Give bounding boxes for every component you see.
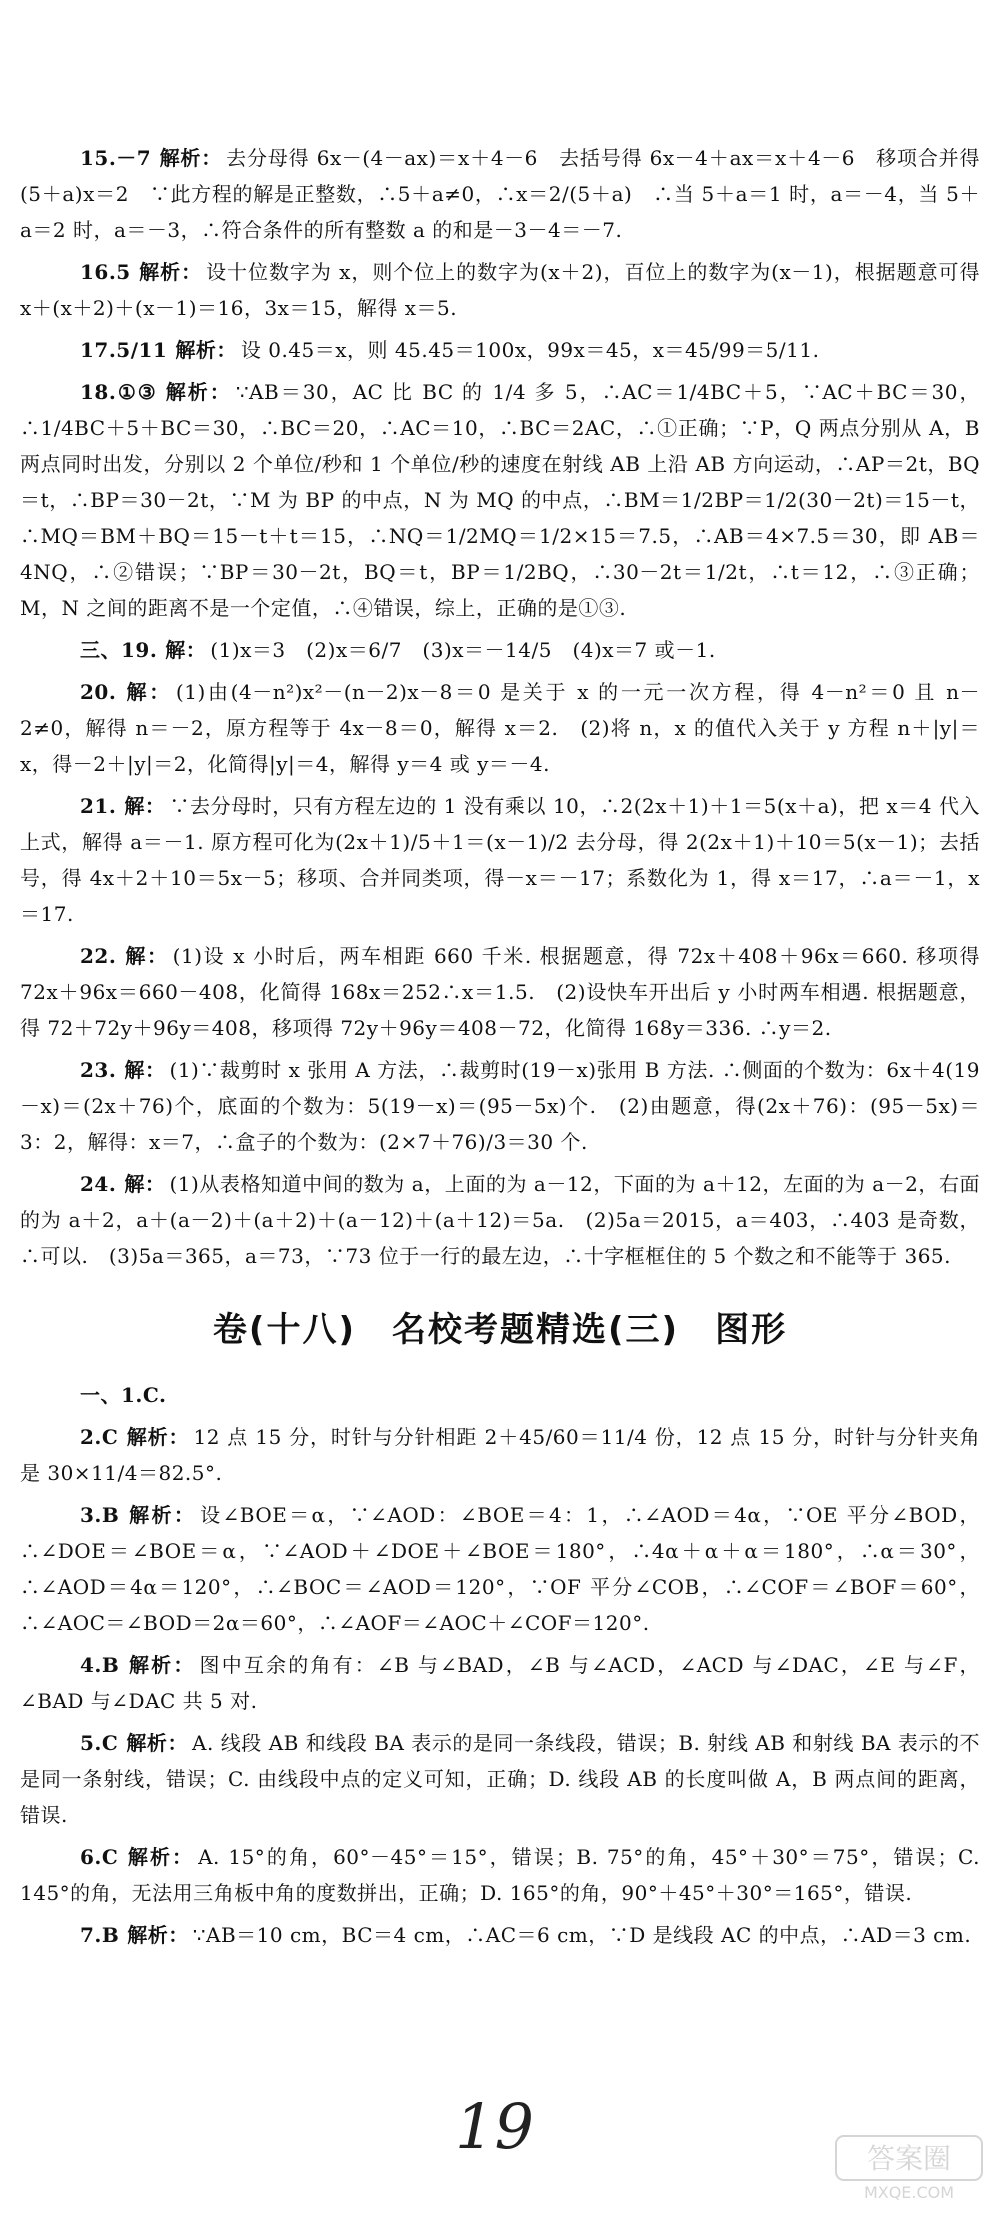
explanation-text: ∵去分母时，只有方程左边的 1 没有乘以 10，∴2(2x＋1)＋1＝5(x＋a)，把 x＝4 代入上式，解得 a＝－1. 原方程可化为(2x＋1)/5＋1＝(x－1)/2 去分母，得 2(2x＋1)＋10＝5(x－1)；去括号，得 4x＋2＋10＝5x－5；移项、合并同类项，得－x＝－17；系数化为 1，得 x＝17，∴a＝－1，x＝17.	[20, 794, 981, 926]
explanation-label: 解：	[124, 944, 169, 968]
answer-item	[20, 1052, 980, 1160]
watermark-text: 答案圈	[866, 2142, 952, 2175]
explanation-text: 12 点 15 分，时针与分针相距 2＋45/60＝11/4 份，12 点 15 分，时针与分针夹角是 30×11/4＝82.5°.	[20, 1425, 980, 1485]
answers-section-18	[20, 1377, 980, 1953]
answer-item	[20, 1917, 980, 1953]
answer-value: 5	[116, 260, 131, 284]
question-number: 一、1.	[80, 1383, 143, 1407]
answers-section-17	[20, 140, 980, 1274]
answer-item	[20, 632, 980, 668]
explanation-text: A. 15°的角，60°－45°＝15°，错误；B. 75°的角，45°＋30°＝75°，错误；C. 145°的角，无法用三角板中角的度数拼出，正确；D. 165°的角，90°＋45°＋30°＝165°，错误.	[20, 1845, 980, 1905]
explanation-label: 解析：	[138, 260, 203, 284]
question-number: 2.	[80, 1425, 102, 1449]
answer-item	[20, 332, 980, 368]
explanation-label: 解析：	[175, 338, 237, 362]
explanation-text: ∵AB＝30，AC 比 BC 的 1/4 多 5，∴AC＝1/4BC＋5，∵AC＋BC＝30，∴1/4BC＋5＋BC＝30，∴BC＝20，∴AC＝10，∴BC＝2AC，∴①正确；∵P，Q 两点分别从 A，B 两点同时出发，分别以 2 个单位/秒和 1 个单位/秒的速度在射线 AB 上沿 AB 方向运动，∴AP＝2t，BQ＝t，∴BP＝30－2t，∵M 为 BP 的中点，N 为 MQ 的中点，∴BM＝1/2BP＝1/2(30－2t)＝15－t，∴MQ＝BM＋BQ＝15－t＋t＝15，∴NQ＝1/2MQ＝1/2×15＝7.5，∴AB＝4×7.5＝30，即 AB＝4NQ，∴②错误；∵BP＝30－2t，BQ＝t，BP＝1/2BQ，∴30－2t＝1/2t，∴t＝12，∴③正确；M，N 之间的距离不是一个定值，∴④错误，综上，正确的是①③.	[20, 380, 981, 620]
explanation-text: 图中互余的角有：∠B 与∠BAD，∠B 与∠ACD，∠ACD 与∠DAC，∠E 与∠F，∠BAD 与∠DAC 共 5 对.	[20, 1653, 980, 1713]
handwritten-page-number: 19	[455, 2090, 534, 2163]
answer-value: B	[101, 1503, 120, 1527]
answer-item	[20, 788, 980, 932]
section-title: 卷(十八) 名校考题精选(三) 图形	[212, 1310, 788, 1350]
question-number: 21.	[80, 794, 117, 818]
explanation-label: 解析：	[165, 380, 232, 404]
watermark-icon	[834, 2134, 984, 2204]
question-number: 7.	[80, 1923, 102, 1947]
answer-value: B	[101, 1923, 120, 1947]
explanation-label: 解：	[165, 638, 207, 662]
watermark-url: MXQE.COM	[863, 2183, 955, 2202]
question-number: 6.	[80, 1845, 102, 1869]
answer-item	[20, 140, 980, 248]
answer-item	[20, 374, 980, 626]
answer-item	[20, 1725, 980, 1833]
explanation-label: 解析：	[126, 1845, 195, 1869]
question-number: 15.	[80, 146, 117, 170]
explanation-label: 解：	[124, 1058, 166, 1082]
question-number: 22.	[80, 944, 117, 968]
answer-item	[20, 1377, 980, 1413]
explanation-text: (1)x＝3 (2)x＝6/7 (3)x＝－14/5 (4)x＝7 或－1.	[210, 638, 716, 662]
answer-item	[20, 1839, 980, 1911]
question-number: 20.	[80, 680, 117, 704]
answer-value: C	[101, 1845, 119, 1869]
explanation-label: 解析：	[126, 1425, 190, 1449]
explanation-text: ∵AB＝10 cm，BC＝4 cm，∴AC＝6 cm，∵D 是线段 AC 的中点，∴AD＝3 cm.	[192, 1923, 972, 1947]
answer-value: 5/11	[116, 338, 168, 362]
question-number: 17.	[80, 338, 117, 362]
explanation-text: 设∠BOE＝α，∵∠AOD：∠BOE＝4：1，∴∠AOD＝4α，∵OE 平分∠BOD，∴∠DOE＝∠BOE＝α，∵∠AOD＋∠DOE＋∠BOE＝180°，∴4α＋α＋α＝180°，∴α＝30°，∴∠AOD＝4α＝120°，∴∠BOC＝∠AOD＝120°，∵OF 平分∠COB，∴∠COF＝∠BOF＝60°，∴∠AOC＝∠BOD＝2α＝60°，∴∠AOF＝∠AOC＋∠COF＝120°.	[20, 1503, 980, 1635]
answer-value: C.	[142, 1383, 167, 1407]
question-number: 16.	[80, 260, 117, 284]
answer-item	[20, 254, 980, 326]
explanation-text: 设十位数字为 x，则个位上的数字为(x＋2)，百位上的数字为(x－1)，根据题意可得 x＋(x＋2)＋(x－1)＝16，3x＝15，解得 x＝5.	[20, 260, 981, 320]
answer-item	[20, 938, 980, 1046]
explanation-text: 去分母得 6x－(4－ax)＝x＋4－6 去括号得 6x－4＋ax＝x＋4－6 移项合并得(5＋a)x＝2 ∵此方程的解是正整数，∴5＋a≠0，∴x＝2/(5＋a) ∴当 5＋a＝1 时，a＝－4，当 5＋a＝2 时，a＝－3，∴符合条件的所有整数 a 的和是－3－4＝－7.	[20, 146, 981, 242]
answer-item	[20, 1647, 980, 1719]
explanation-text: (1)从表格知道中间的数为 a，上面的为 a－12，下面的为 a＋12，左面的为 a－2，右面的为 a＋2，a＋(a－2)＋(a＋2)＋(a－12)＋(a＋12)＝5a. (2)5a＝2015，a＝403，∴403 是奇数，∴可以. (3)5a＝365，a＝73，∵73 位于一行的最左边，∴十字框框住的 5 个数之和不能等于 365.	[20, 1172, 981, 1268]
explanation-label: 解析：	[159, 146, 223, 170]
explanation-label: 解：	[124, 680, 172, 704]
question-number: 3.	[80, 1503, 102, 1527]
answer-value: B	[101, 1653, 120, 1677]
answer-value: C	[101, 1731, 119, 1755]
explanation-label: 解析：	[126, 1731, 188, 1755]
answer-item	[20, 1497, 980, 1641]
explanation-label: 解析：	[127, 1503, 197, 1527]
question-number: 4.	[80, 1653, 102, 1677]
watermark-logo	[834, 2134, 984, 2204]
explanation-text: (1)由(4－n²)x²－(n－2)x－8＝0 是关于 x 的一元一次方程，得 4－n²＝0 且 n－2≠0，解得 n＝－2，原方程等于 4x－8＝0，解得 x＝2. (2)将 n，x 的值代入关于 y 方程 n＋|y|＝x，得－2＋|y|＝2，化简得|y|＝4，解得 y＝4 或 y＝－4.	[20, 680, 981, 776]
answer-value: ①③	[116, 380, 158, 404]
explanation-label: 解析：	[127, 1653, 196, 1677]
answer-value: C	[101, 1425, 119, 1449]
explanation-label: 解析：	[127, 1923, 189, 1947]
explanation-label: 解：	[124, 794, 166, 818]
question-number: 5.	[80, 1731, 102, 1755]
explanation-text: (1)设 x 小时后，两车相距 660 千米. 根据题意，得 72x＋408＋96x＝660. 移项得 72x＋96x＝660－408，化简得 168x＝252∴x＝1.5. (2)设快车开出后 y 小时两车相遇. 根据题意，得 72＋72y＋96y＝408，移项得 72y＋96y＝408－72，化简得 168y＝336. ∴y＝2.	[20, 944, 981, 1040]
question-number: 18.	[80, 380, 117, 404]
explanation-text: (1)∵裁剪时 x 张用 A 方法，∴裁剪时(19－x)张用 B 方法. ∴侧面的个数为：6x＋4(19－x)＝(2x＋76)个，底面的个数为：5(19－x)＝(95－5x)个. (2)由题意，得(2x＋76)：(95－5x)＝3：2，解得：x＝7，∴盒子的个数为：(2×7＋76)/3＝30 个.	[20, 1058, 980, 1154]
answer-page	[20, 140, 980, 1959]
answer-item	[20, 1166, 980, 1274]
answer-value: －7	[116, 146, 152, 170]
answer-item	[20, 1419, 980, 1491]
question-number: 23.	[80, 1058, 117, 1082]
explanation-text: 设 0.45＝x，则 45.45＝100x，99x＝45，x＝45/99＝5/11.	[240, 338, 820, 362]
explanation-text: A. 线段 AB 和线段 BA 表示的是同一条线段，错误；B. 射线 AB 和射线 BA 表示的不是同一条射线，错误；C. 由线段中点的定义可知，正确；D. 线段 AB 的长度叫做 A，B 两点间的距离，错误.	[20, 1731, 981, 1827]
explanation-label: 解：	[124, 1172, 166, 1196]
question-number: 三、19.	[80, 638, 158, 662]
answer-item	[20, 674, 980, 782]
question-number: 24.	[80, 1172, 117, 1196]
